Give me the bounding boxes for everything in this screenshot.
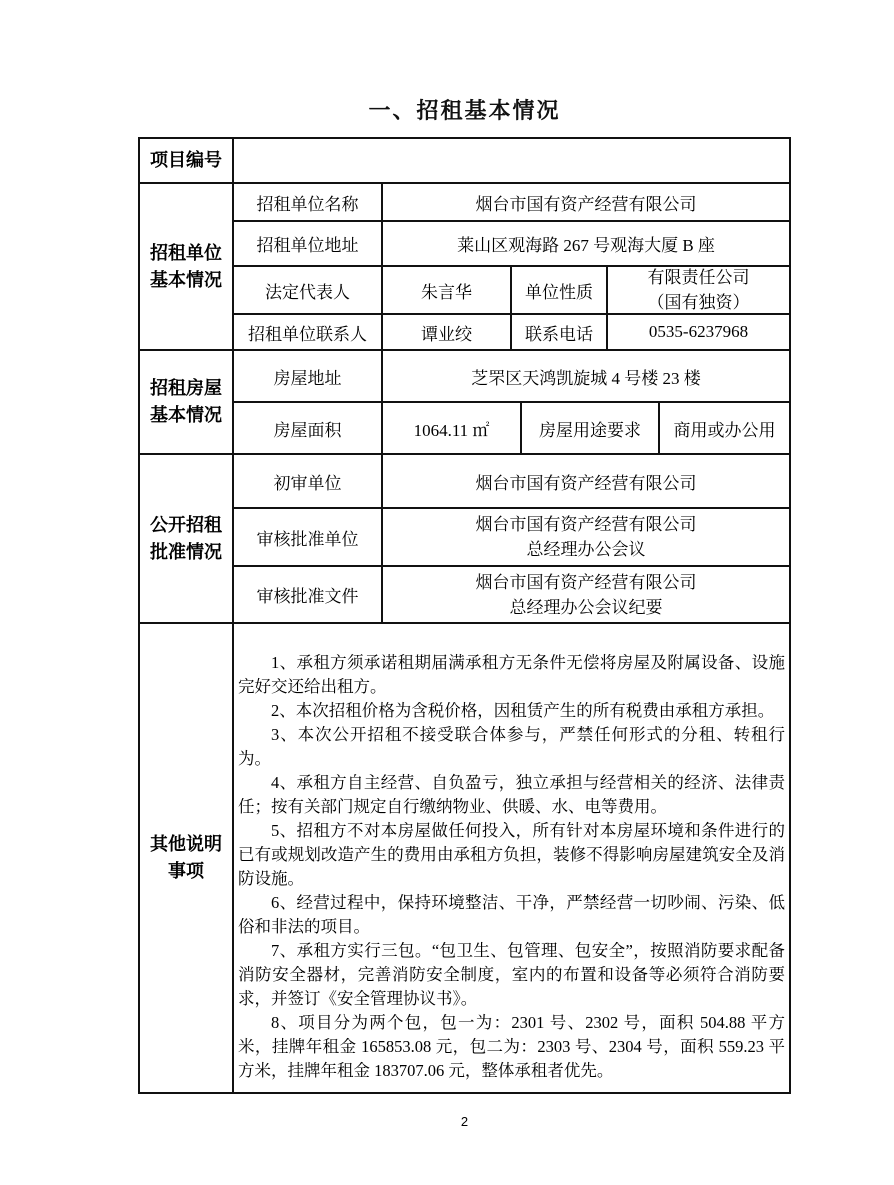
row-approval-document	[234, 565, 789, 622]
review-unit-value	[383, 509, 789, 565]
phone-value: 0535-6237968	[648, 322, 749, 341]
approval-document-value	[383, 567, 789, 622]
section-house-header-line1: 招租房屋	[150, 378, 222, 398]
review-unit-label: 审核批准单位	[234, 509, 383, 565]
unit-name-label: 招租单位名称	[234, 184, 383, 220]
row-unit-contact	[234, 313, 789, 349]
section-approval-header-line1: 公开招租	[150, 514, 222, 535]
unit-name-value: 烟台市国有资产经营有限公司	[475, 194, 697, 214]
page-number: 2	[460, 1114, 469, 1129]
row-project-number	[140, 139, 789, 182]
row-unit-address	[234, 220, 789, 265]
house-address-value: 芝罘区天鸿凯旋城 4 号楼 23 楼	[471, 368, 701, 388]
section-other-header-line1: 其他说明	[150, 834, 222, 854]
section-unit-header-line2: 基本情况	[150, 269, 222, 290]
other-notes-text	[234, 624, 789, 1092]
other-note-6: 6、经营过程中，保持环境整洁、干净，严禁经营一切吵闹、污染、低俗和非法的项目。	[238, 893, 785, 936]
unit-nature-label: 单位性质	[512, 267, 608, 313]
other-note-8: 8、项目分为两个包，包一为：2301 号、2302 号，面积 504.88 平方米，挂牌年租金 165853.08 元，包二为：2303 号、2304 号，面积 559.23 平方米，挂牌年租金 183707.06 元，整体承租者优先。	[238, 1013, 785, 1080]
other-note-1: 1、承租方须承诺租期届满承租方无条件无偿将房屋及附属设备、设施完好交还给出租方。	[238, 653, 785, 696]
unit-address-label: 招租单位地址	[234, 222, 383, 265]
project-number-value	[234, 139, 789, 182]
approval-document-value-line1: 烟台市国有资产经营有限公司	[475, 572, 697, 592]
approval-document-value-line2: 总经理办公会议纪要	[509, 597, 663, 617]
other-note-3: 3、本次公开招租不接受联合体参与，严禁任何形式的分租、转租行为。	[238, 725, 785, 768]
legal-rep-label: 法定代表人	[234, 267, 383, 313]
other-note-7: 7、承租方实行三包。“包卫生、包管理、包安全”，按照消防要求配备消防安全器材，完善消防安全制度，室内的布置和设备等必须符合消防要求，并签订《安全管理协议书》。	[238, 941, 785, 1008]
section-unit-header-line1: 招租单位	[150, 242, 222, 263]
legal-rep-value: 朱言华	[383, 267, 512, 313]
unit-contact-label: 招租单位联系人	[234, 315, 383, 349]
section-house-rows	[234, 351, 789, 453]
phone-label: 联系电话	[512, 315, 608, 349]
row-house-address	[234, 351, 789, 401]
section-approval-header-line2: 批准情况	[150, 541, 222, 562]
row-house-area	[234, 401, 789, 453]
project-number-label: 项目编号	[140, 139, 234, 182]
house-area-label: 房屋面积	[234, 403, 383, 453]
unit-contact-value: 谭业绞	[383, 315, 512, 349]
section-house-info	[140, 349, 789, 453]
initial-review-label: 初审单位	[234, 455, 383, 507]
house-address-label: 房屋地址	[234, 351, 383, 401]
other-note-2: 2、本次招租价格为含税价格，因租赁产生的所有税费由承租方承担。	[271, 701, 775, 720]
page-title: 一、招租基本情况	[368, 98, 561, 123]
row-initial-review	[234, 455, 789, 507]
section-house-header-line2: 基本情况	[150, 405, 222, 425]
unit-nature-value	[608, 267, 789, 313]
section-house-header	[140, 351, 234, 453]
section-other-header	[140, 624, 234, 1092]
rental-info-table	[138, 137, 791, 1094]
row-legal-rep	[234, 265, 789, 313]
section-unit-header	[140, 184, 234, 349]
section-unit-info	[140, 182, 789, 349]
unit-nature-value-line1: 有限责任公司	[647, 268, 750, 287]
house-usage-value: 商用或办公用	[673, 420, 776, 440]
section-approval-info	[140, 453, 789, 622]
other-note-4: 4、承租方自主经营、自负盈亏，独立承担与经营相关的经济、法律责任；按有关部门规定自行缴纳物业、供暖、水、电等费用。	[238, 773, 785, 816]
section-approval-header	[140, 455, 234, 622]
section-other-header-line2: 事项	[168, 861, 204, 881]
other-note-5: 5、招租方不对本房屋做任何投入，所有针对本房屋环境和条件进行的已有或规划改造产生的费用由承租方负担，装修不得影响房屋建筑安全及消防设施。	[238, 821, 785, 888]
row-review-unit	[234, 507, 789, 565]
section-unit-rows	[234, 184, 789, 349]
review-unit-value-line1: 烟台市国有资产经营有限公司	[475, 515, 697, 534]
review-unit-value-line2: 总经理办公会议	[526, 540, 646, 559]
initial-review-value: 烟台市国有资产经营有限公司	[475, 473, 697, 493]
row-unit-name	[234, 184, 789, 220]
unit-address-value: 莱山区观海路 267 号观海大厦 B 座	[457, 236, 715, 255]
unit-nature-value-line2: （国有独资）	[647, 293, 750, 312]
section-other-notes	[140, 622, 789, 1092]
section-approval-rows	[234, 455, 789, 622]
house-area-value: 1064.11 ㎡	[383, 403, 522, 453]
house-usage-label: 房屋用途要求	[522, 403, 660, 453]
approval-document-label: 审核批准文件	[234, 567, 383, 622]
